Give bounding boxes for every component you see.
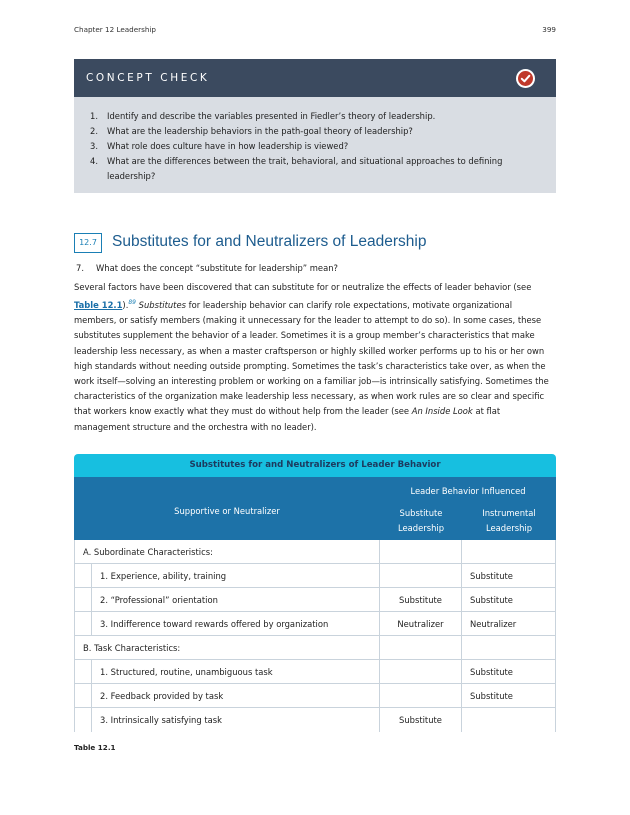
concept-check-body [74, 97, 556, 193]
chapter-title: Chapter 12 Leadership [74, 25, 156, 34]
table-row: 1. Experience, ability, training Substitute [74, 564, 556, 588]
column-header-3: Instrumental Leadership [482, 508, 536, 533]
running-header [74, 25, 556, 37]
concept-check-list [90, 109, 536, 184]
table-row: 3. Intrinsically satisfying task Substitute [74, 708, 556, 732]
concept-check-header [74, 59, 556, 97]
table-row: 1. Structured, routine, unambiguous task Substitute [74, 660, 556, 684]
table-header [74, 477, 556, 540]
table-reference-link[interactable]: Table 12.1 [74, 300, 123, 310]
group-header: Leader Behavior Influenced [410, 486, 526, 496]
footnote-link[interactable]: 89 [128, 299, 136, 307]
concept-check-item: 3. What role does culture have in how leadership is viewed? [90, 141, 349, 151]
table-caption: Table 12.1 [74, 743, 116, 752]
concept-check-box [74, 59, 556, 193]
concept-check-item: 1. Identify and describe the variables presented in Fiedler’s theory of leadership. [90, 111, 436, 121]
table-body [74, 540, 556, 732]
table-row: 2. “Professional” orientation Substitute Substitute [74, 588, 556, 612]
checkmark-icon [516, 69, 535, 88]
table-title: Substitutes for and Neutralizers of Leader Behavior [74, 454, 556, 477]
table-row: B. Task Characteristics: [74, 636, 556, 660]
page-number: 399 [542, 25, 556, 34]
section-number: 12.7 [74, 233, 102, 253]
table-row: A. Subordinate Characteristics: [74, 540, 556, 564]
table-row: 2. Feedback provided by task Substitute [74, 684, 556, 708]
column-header-2: Substitute Leadership [397, 508, 445, 533]
section-heading [74, 231, 556, 255]
section-title: Substitutes for and Neutralizers of Leadership [112, 233, 427, 250]
body-paragraph: Several factors have been discovered that can substitute for or neutralize the effects of leader behavior (see Table 12.1).$^{89}$ Substitutes for leadership behavior can clarify role expectations, motivate organizational members, or satisfy members (making it unnecessary for the leader to attempt to do so). In some cases, these substitutes supplement the behavior of a leader. Sometimes it is a group member’s characteristics that make leadership less necessary, as when a master craftsperson or highly skilled worker performs up to his or her own high standards without needing outside prompting. Sometimes the task’s characteristics take over, as when the work itself—solving an interesting problem or working on a familiar job—is intrinsically satisfying. Sometimes the characteristics of the organization make leadership less necessary, as when work rules are so clear and specific that workers know exactly what they must do without help from the leader (see An Inside Look at flat management structure and the orchestra with no leader). [74, 282, 549, 432]
table-row: 3. Indifference toward rewards offered by organization Neutralizer Neutralizer [74, 612, 556, 636]
concept-check-title: CONCEPT CHECK [86, 72, 210, 84]
substitutes-table [74, 454, 556, 732]
column-header-1: Supportive or Neutralizer [174, 506, 280, 516]
learning-objective: 7. What does the concept “substitute for leadership” mean? [76, 263, 338, 273]
concept-check-item: 4. What are the differences between the trait, behavioral, and situational approaches to defining leadership? [90, 156, 503, 181]
concept-check-item: 2. What are the leadership behaviors in the path-goal theory of leadership? [90, 126, 413, 136]
